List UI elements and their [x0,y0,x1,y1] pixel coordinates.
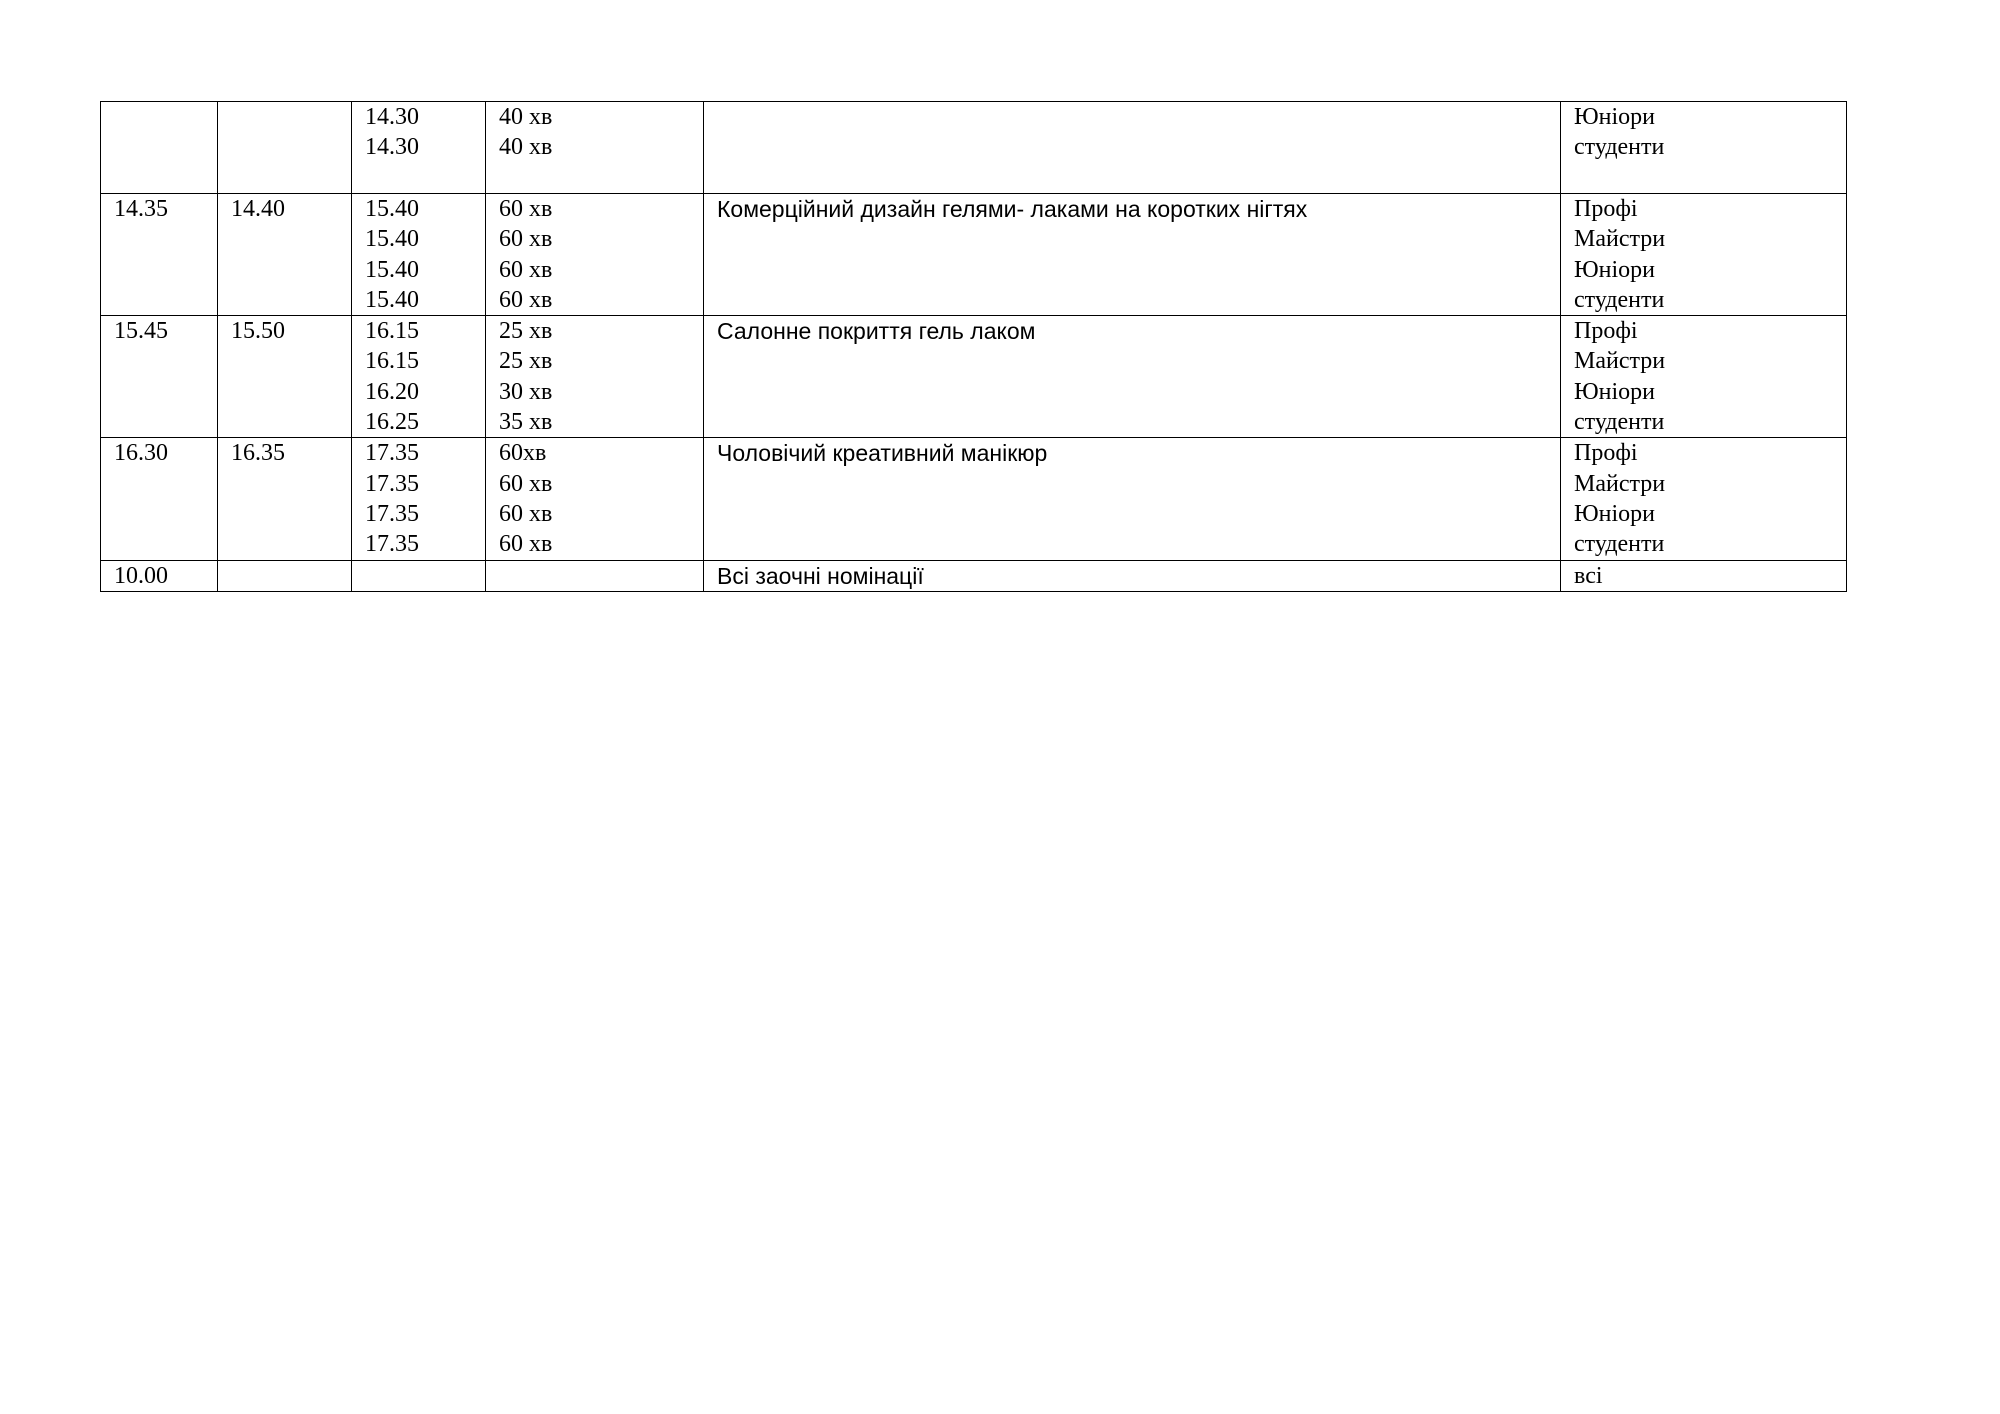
groups-cell [1561,560,1847,591]
duration: 30 хв [499,378,553,405]
duration: 35 хв [499,409,553,436]
groups-cell [1561,438,1847,560]
end-time: 15.40 [365,226,419,253]
nomination-cell [704,102,1561,194]
end-time: 15.40 [365,286,419,313]
start-time-cell [101,560,218,591]
end-time-cell [352,194,486,316]
table-row [101,560,1847,591]
duration: 25 хв [499,348,553,375]
end-time: 15.40 [365,196,419,222]
end-time: 14.30 [365,104,419,130]
second-time-cell [218,560,352,591]
duration-cell [486,102,704,194]
duration: 60 хв [499,196,553,222]
duration: 60 хв [499,286,553,313]
groups-cell [1561,316,1847,438]
group-label: Юніори [1574,256,1656,283]
duration: 60 хв [499,470,553,497]
end-time: 16.25 [365,409,419,436]
end-time: 17.35 [365,531,419,558]
end-time: 17.35 [365,470,419,497]
nomination-title [717,102,1560,132]
second-time: 15.50 [231,318,285,345]
group-label: Профі [1574,318,1638,345]
nomination-title: Всі заочні номінації [717,562,924,589]
end-time: 15.40 [365,256,419,283]
group-label: студенти [1574,409,1665,436]
end-time: 16.15 [365,318,419,345]
duration: 60 хв [499,500,553,527]
end-time: 16.15 [365,348,419,375]
group-label: всі [1574,562,1603,589]
second-time-cell [218,438,352,560]
second-time: 16.35 [231,440,285,467]
start-time: 14.35 [114,196,168,222]
second-time-cell [218,102,352,194]
group-label: студенти [1574,286,1665,313]
duration: 25 хв [499,318,553,345]
duration-cell [486,560,704,591]
group-label: Юніори [1574,378,1656,405]
duration-cell [486,316,704,438]
start-time: 10.00 [114,562,168,589]
duration: 60 хв [499,531,553,558]
duration: 40 хв [499,104,553,130]
table-row [101,194,1847,316]
table-row [101,316,1847,438]
end-time: 17.35 [365,440,419,467]
nomination-cell [704,194,1561,316]
table-row [101,438,1847,560]
end-time: 16.20 [365,378,419,405]
end-time-cell [352,316,486,438]
duration-cell [486,438,704,560]
nomination-cell [704,316,1561,438]
start-time-cell [101,438,218,560]
group-label: Профі [1574,440,1638,467]
table-row [101,102,1847,194]
duration-cell [486,194,704,316]
start-time: 15.45 [114,318,168,345]
end-time: 14.30 [365,134,419,161]
second-time-cell [218,316,352,438]
end-time-cell [352,102,486,194]
group-label: Майстри [1574,470,1666,497]
duration: 60хв [499,440,547,467]
group-label: Майстри [1574,348,1666,375]
second-time-cell [218,194,352,316]
end-time: 17.35 [365,500,419,527]
start-time: 16.30 [114,440,168,467]
nomination-cell [704,438,1561,560]
start-time-cell [101,102,218,194]
groups-cell [1561,194,1847,316]
start-time-cell [101,316,218,438]
end-time-cell [352,438,486,560]
end-time-cell [352,560,486,591]
group-label: студенти [1574,531,1665,558]
group-label: Юніори [1574,500,1656,527]
duration: 40 хв [499,134,553,161]
second-time: 14.40 [231,196,285,222]
nomination-cell [704,560,1561,591]
group-label: Профі [1574,196,1638,222]
group-label: Майстри [1574,226,1666,253]
schedule-table [100,101,1847,592]
nomination-title: Чоловічий креативний манікюр [717,440,1048,467]
group-label: студенти [1574,134,1665,161]
duration: 60 хв [499,256,553,283]
nomination-title: Салонне покриття гель лаком [717,318,1036,345]
group-label: Юніори [1574,104,1656,130]
start-time-cell [101,194,218,316]
nomination-title: Комерційний дизайн гелями- лаками на коротких нігтях [717,196,1308,222]
groups-cell [1561,102,1847,194]
duration: 60 хв [499,226,553,253]
